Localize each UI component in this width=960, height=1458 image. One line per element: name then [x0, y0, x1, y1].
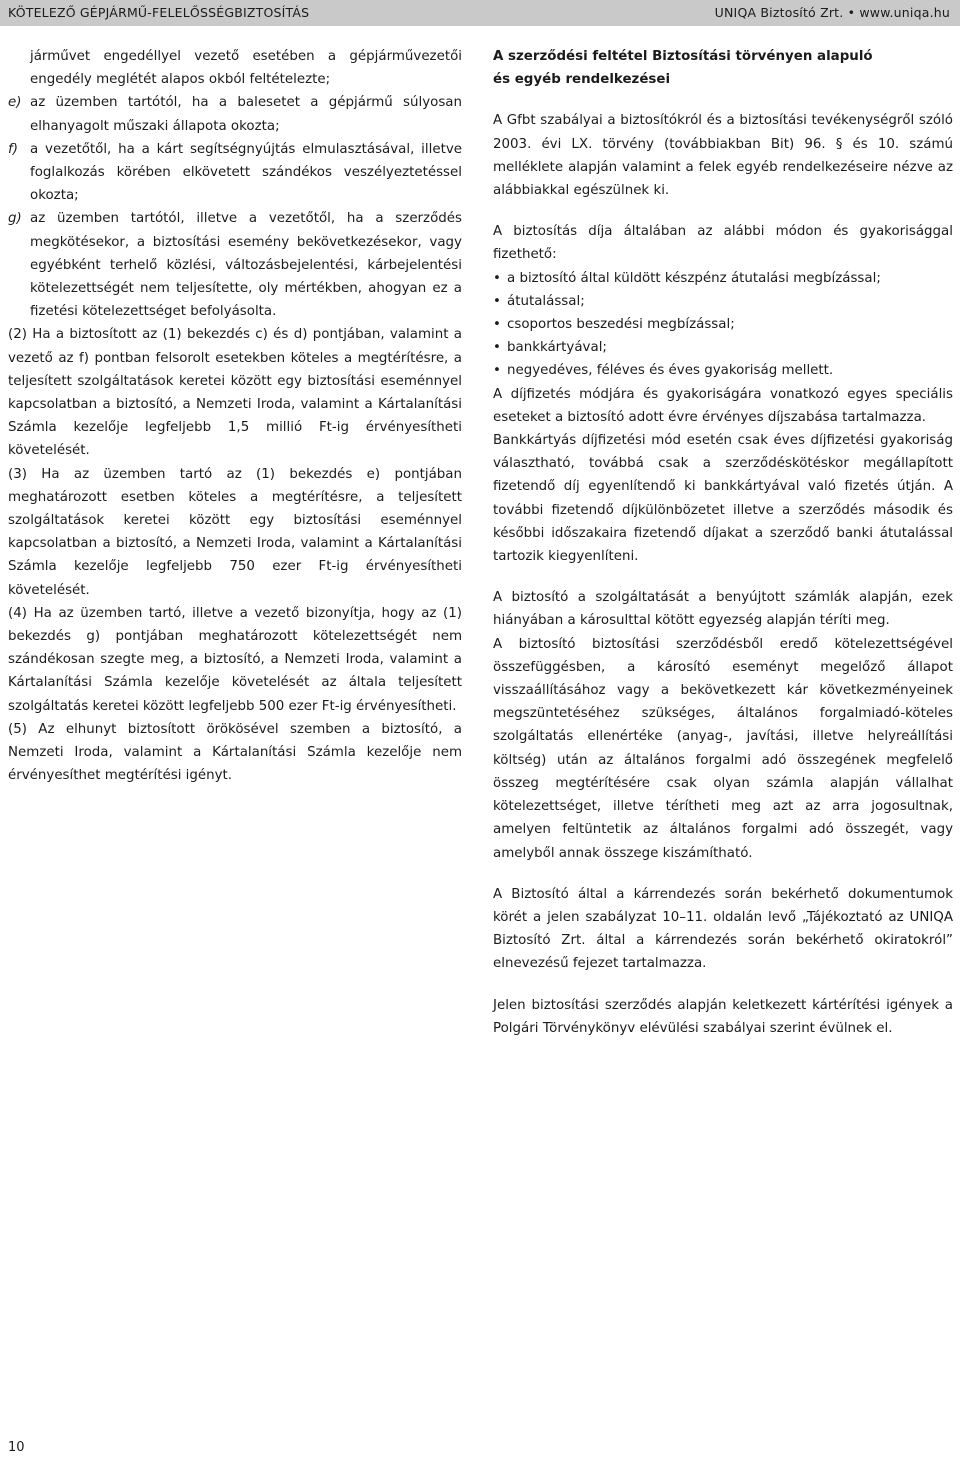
paragraph-service: A biztosító a szolgáltatását a benyújtott számlák alapján, ezek hiányában a károsulttal kötött egyezség alapján téríti meg. — [493, 590, 953, 629]
bullet-text: csoportos beszedési megbízással; — [507, 317, 735, 333]
section-heading-line-1: A szerződési feltétel Biztosítási törvényen alapuló — [493, 49, 873, 64]
list-item — [8, 207, 462, 323]
paragraph-documents: A Biztosító által a kárrendezés során bekérhető dokumentumok körét a jelen szabályzat 10–11. oldalán levő „Tájékoztató az UNIQA Biztosító Zrt. által a kárrendezés során bekérhető okiratokról” elnevezésű fejezet tartalmazza. — [493, 886, 953, 972]
intro-text: járművet engedéllyel vezető esetében a gépjárművezetői engedély meglétét alapos okból feltételezte; — [30, 49, 462, 88]
list-item-text: az üzemben tartótól, illetve a vezetőtől, ha a szerződés megkötésekor, a biztosítási esemény bekövetkezésekor, vagy egyébként terhelő közlési, változásbejelentési, kárbejelentési kötelezettségét nem teljesítette, oly mértékben, ahogyan ez a fizetési kötelezettséget befolyásolta. — [30, 211, 462, 320]
bullet-icon: • — [493, 363, 501, 379]
header-title: KÖTELEZŐ GÉPJÁRMŰ-FELELŐSSÉGBIZTOSÍTÁS — [8, 5, 310, 20]
paragraph-card: Bankkártyás díjfizetési mód esetén csak éves díjfizetési gyakoriság választható, továbbá csak a szerződéskötéskor megállapított fizetendő díj egyenlítendő ki bankkártyával való fizetés útján. A további fizetendő díjkülönbözetet illetve a szerződés második és későbbi időszakaira fizetendő díjakat a szerződő banki átutalással tartozik kiegyenlíteni. — [493, 433, 953, 565]
paragraph-4: (4) Ha az üzemben tartó, illetve a vezető bizonyítja, hogy az (1) bekezdés g) pontjában meghatározott kötelezettségét nem szándékosan szegte meg, a biztosító, a Nemzeti Iroda, valamint a Kártalanítási Számla kezelője követelését az általa teljesített szolgáltatás keretei között legfeljebb 500 ezer Ft-ig érvényesítheti. — [8, 605, 462, 714]
bullet-text: a biztosító által küldött készpénz átutalási megbízással; — [507, 270, 881, 286]
left-column — [8, 45, 462, 788]
paragraph-2: (2) Ha a biztosított az (1) bekezdés c) és d) pontjában, valamint a vezető az f) pontban felsorolt esetekben köteles a megtérítésre, a teljesített szolgáltatások keretei között egy biztosítási eseménnyel kapcsolatban a biztosító, a Nemzeti Iroda, valamint a Kártalanítási Számla kezelője legfeljebb 1,5 millió Ft-ig érvényesítheti követelését. — [8, 327, 462, 459]
paragraph-limitation: Jelen biztosítási szerződés alapján keletkezett kártérítési igények a Polgári Törvénykönyv elévülési szabályai szerint évülnek el. — [493, 997, 953, 1036]
page-header — [0, 0, 960, 26]
bullet-item — [493, 290, 953, 313]
list-item-label: e) — [8, 95, 22, 111]
paragraph-special: A díjfizetés módjára és gyakoriságára vonatkozó egyes speciális eseteket a biztosító adott évre érvényes díjszabása tartalmazza. — [493, 386, 953, 425]
paragraph-fee: A biztosítás díja általában az alábbi módon és gyakorisággal fizethető: — [493, 224, 953, 263]
list-item — [8, 91, 462, 137]
bullet-text: negyedéves, féléves és éves gyakoriság mellett. — [507, 363, 834, 379]
bullet-icon: • — [493, 340, 501, 356]
bullet-item — [493, 359, 953, 382]
paragraph-vat: A biztosító biztosítási szerződésből eredő kötelezettségével összefüggésben, a károsító eseményt megelőző állapot visszaállításához vagy a bekövetkezett kár következményeinek megszüntetéséhez szükséges, általános forgalmiadó-köteles szolgáltatás ellenértéke (anyag-, javítási, illetve helyreállítási költség) után az általános forgalmi adó összegének megfelelő összeg megtérítésére csak olyan számla alapján vállalhat kötelezettséget, illetve térítheti meg azt az arra jogosultnak, amelyen feltüntetik az általános forgalmi adó összegét, vagy amelyből annak összege kiszámítható. — [493, 636, 953, 861]
bullet-text: átutalással; — [507, 293, 585, 309]
paragraph-3: (3) Ha az üzemben tartó az (1) bekezdés e) pontjában meghatározott esetben köteles a megtérítésre, a teljesített szolgáltatások keretei között egy biztosítási eseménnyel kapcsolatban a biztosító, a Nemzeti Iroda, valamint a Kártalanítási Számla kezelője legfeljebb 750 ezer Ft-ig érvényesítheti követelését. — [8, 466, 462, 598]
list-item-label: g) — [8, 211, 22, 227]
bullet-text: bankkártyával; — [507, 340, 607, 356]
bullet-item — [493, 267, 953, 290]
paragraph-5: (5) Az elhunyt biztosított örökösével szemben a biztosító, a Nemzeti Iroda, valamint a Kártalanítási Számla kezelője nem érvényesíthet megtérítési igényt. — [8, 721, 462, 784]
right-column — [493, 45, 953, 1040]
list-item-label: f) — [8, 141, 18, 157]
page-number: 10 — [8, 1440, 25, 1455]
bullet-icon: • — [493, 270, 501, 286]
list-item — [8, 138, 462, 208]
bullet-item — [493, 336, 953, 359]
section-heading — [493, 45, 953, 91]
list-item-text: az üzemben tartótól, ha a balesetet a gépjármű súlyosan elhanyagolt műszaki állapota okozta; — [30, 95, 462, 134]
header-publisher: UNIQA Biztosító Zrt. • www.uniqa.hu — [714, 5, 950, 20]
bullet-item — [493, 313, 953, 336]
bullet-icon: • — [493, 293, 501, 309]
section-heading-line-2: és egyéb rendelkezései — [493, 72, 671, 88]
paragraph-gfbt: A Gfbt szabályai a biztosítókról és a biztosítási tevékenységről szóló 2003. évi LX. törvény (továbbiakban Bit) 96. § és 10. számú melléklete alapján valamint a felek egyéb rendelkezéseire nézve az alábbiakkal egészülnek ki. — [493, 113, 953, 199]
list-item-text: a vezetőtől, ha a kárt segítségnyújtás elmulasztásával, illetve foglalkozás körében elkövetett szándékos veszélyeztetéssel okozta; — [30, 141, 462, 204]
bullet-icon: • — [493, 317, 501, 333]
